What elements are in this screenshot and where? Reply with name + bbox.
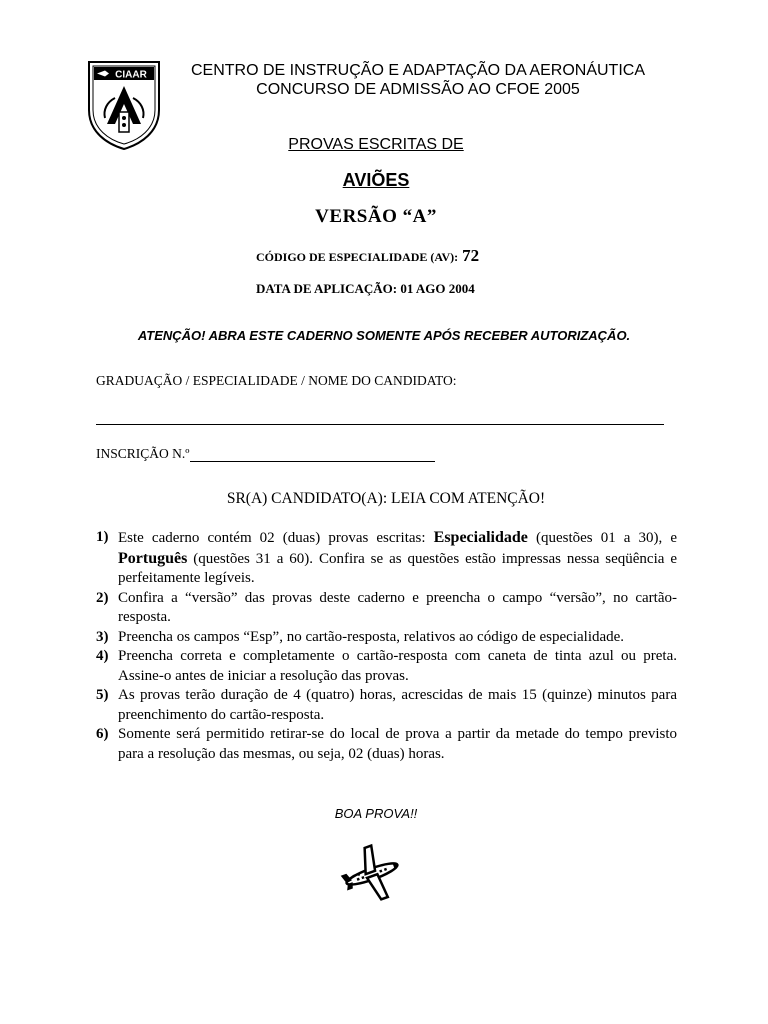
provas-heading: PROVAS ESCRITAS DE [288, 136, 464, 153]
instruction-text-part: (questões 31 a 60). Confira se as questões estão impressas nessa seqüência e perfeitamente legíveis. [118, 550, 677, 586]
airplane-icon [340, 843, 404, 905]
instruction-item [96, 628, 677, 648]
instruction-item [96, 647, 677, 686]
inscricao-label: INSCRIÇÃO N.º [96, 446, 190, 461]
candidate-name-label: GRADUAÇÃO / ESPECIALIDADE / NOME DO CANDIDATO: [96, 373, 457, 388]
specialty-code-label: CÓDIGO DE ESPECIALIDADE (AV): [256, 250, 459, 264]
instruction-number: 2) [96, 589, 109, 606]
institution-name: CENTRO DE INSTRUÇÃO E ADAPTAÇÃO DA AERONÁUTICA [191, 62, 645, 79]
notice-heading: SR(A) CANDIDATO(A): LEIA COM ATENÇÃO! [226, 490, 546, 507]
emblem-text: CIAAR [115, 69, 147, 81]
instruction-bold-portugues: Português [118, 549, 188, 567]
specialty-code-value: 72 [462, 246, 480, 265]
inscricao-field [96, 446, 435, 462]
inscricao-line[interactable] [190, 447, 435, 462]
instruction-number: 5) [96, 687, 109, 703]
instruction-text: Preencha correta e completamente o cartão-resposta com caneta de tinta azul ou preta. Assine-o antes de iniciar a resolução das provas. [118, 648, 677, 684]
instruction-text-part: (questões 01 a 30), e [527, 530, 677, 546]
instruction-text: Somente será permitido retirar-se do local de prova a partir da metade do tempo previsto para a resolução das mesmas, ou seja, 02 (duas) horas. [118, 726, 677, 762]
closing-text: BOA PROVA!! [334, 806, 418, 821]
instruction-text: As provas terão duração de 4 (quatro) horas, acrescidas de mais 15 (quinze) minutos para preenchimento do cartão-resposta. [118, 687, 677, 723]
candidate-name-line[interactable] [96, 424, 664, 425]
specialty-title: AVIÕES [342, 170, 410, 190]
instruction-number: 6) [96, 726, 109, 742]
instruction-text [118, 528, 677, 589]
instruction-text: Preencha os campos “Esp”, no cartão-resposta, relativos ao código de especialidade. [118, 628, 625, 645]
instruction-number: 3) [96, 628, 109, 645]
instruction-item [96, 589, 677, 628]
instruction-item [96, 528, 677, 589]
instruction-bold-especialidade: Especialidade [433, 529, 528, 546]
specialty-code [256, 246, 479, 266]
instruction-number: 1) [96, 529, 109, 545]
instruction-text: Confira a “versão” das provas deste caderno e preencha o campo “versão”, no cartão-resposta. [118, 589, 677, 625]
warning-text: ATENÇÃO! ABRA ESTE CADERNO SOMENTE APÓS RECEBER AUTORIZAÇÃO. [137, 328, 631, 343]
instruction-item [96, 686, 677, 725]
contest-title: CONCURSO DE ADMISSÃO AO CFOE 2005 [256, 81, 580, 98]
instruction-text-part: Este caderno contém 02 (duas) provas escritas: [118, 530, 434, 546]
instructions-list [96, 528, 677, 764]
version-label: VERSÃO “A” [315, 206, 437, 227]
instruction-number: 4) [96, 648, 109, 664]
application-date: DATA DE APLICAÇÃO: 01 AGO 2004 [256, 281, 475, 296]
instruction-item [96, 725, 677, 764]
